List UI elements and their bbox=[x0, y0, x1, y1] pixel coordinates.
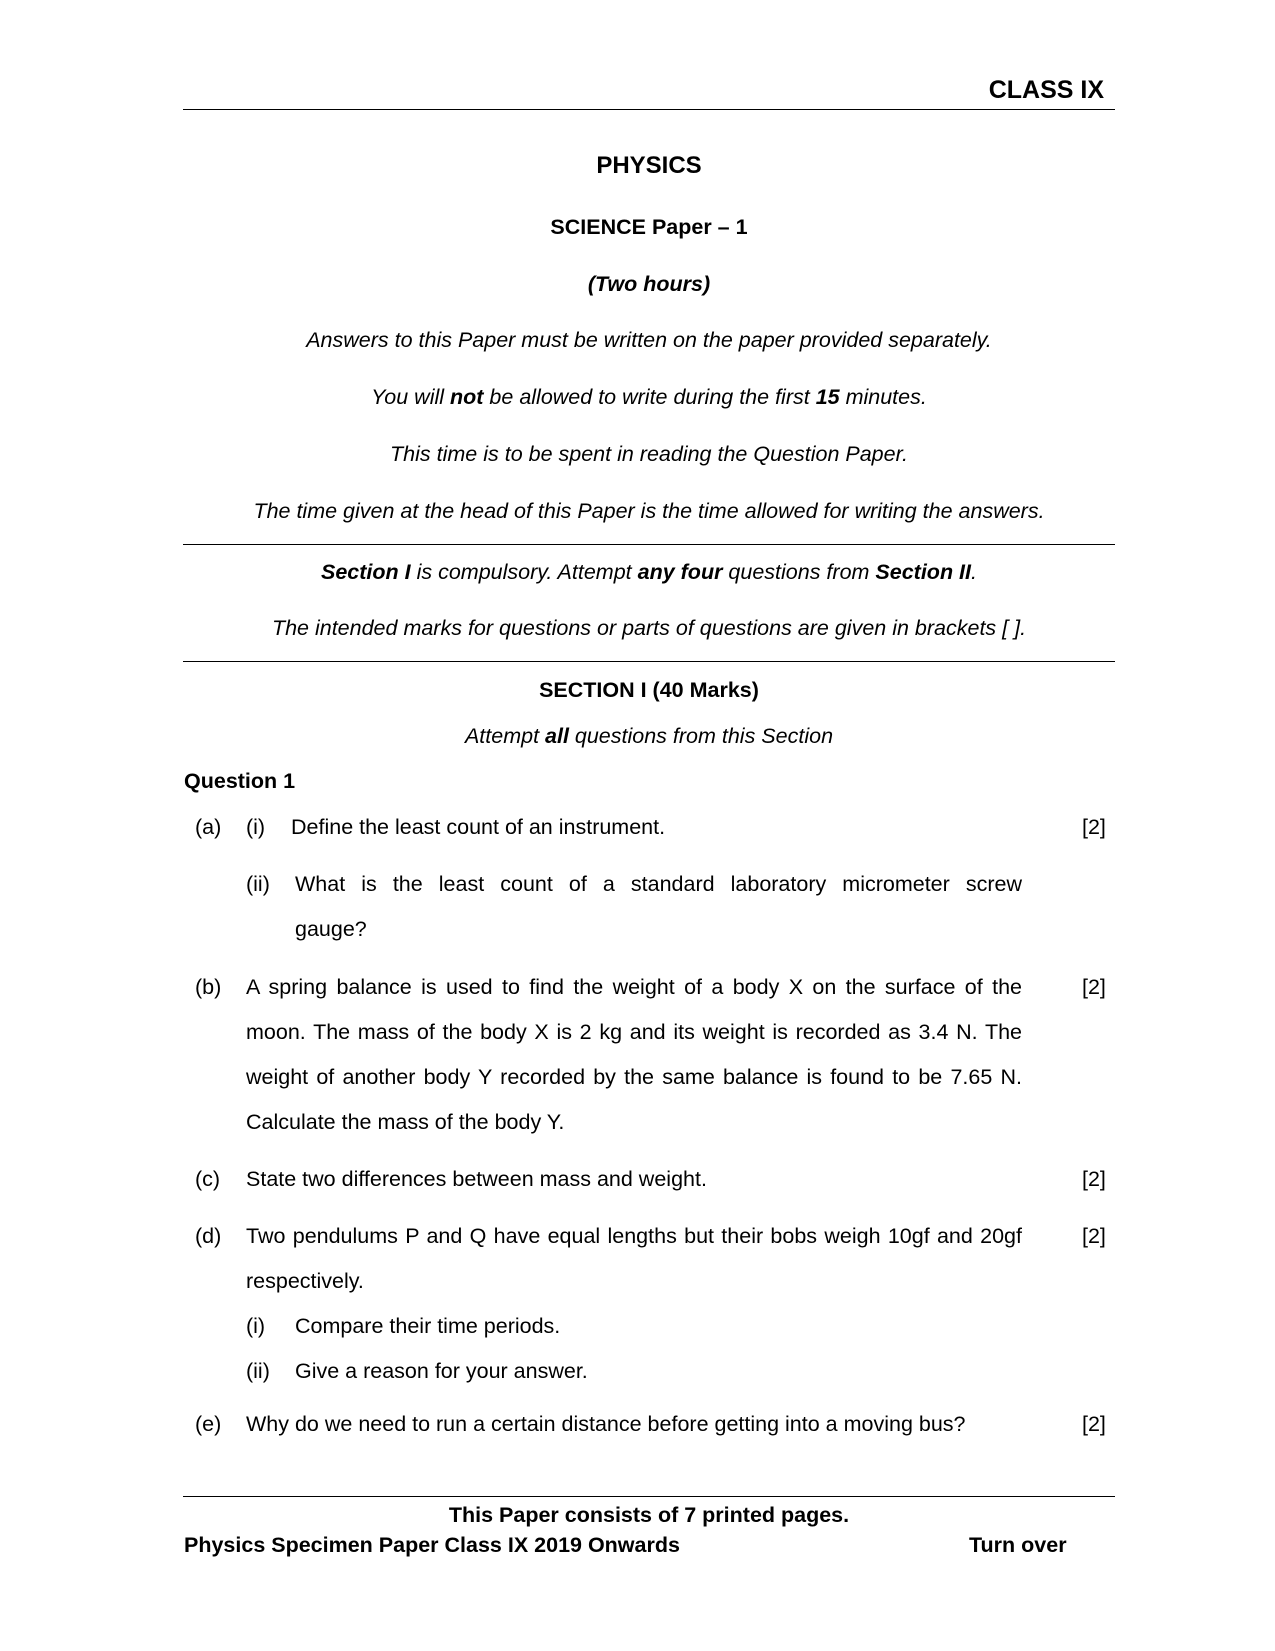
section-title: SECTION I (40 Marks) bbox=[539, 678, 759, 702]
part-d-line-2: respectively. bbox=[246, 1269, 364, 1293]
instructions-rule-bottom bbox=[183, 661, 1115, 662]
part-b-line-3: weight of another body Y recorded by the same balance is found to be 7.65 N. bbox=[246, 1065, 1022, 1089]
part-a-marks: [2] bbox=[1082, 815, 1106, 839]
instruction-line-4: The time given at the head of this Paper is the time allowed for writing the answers. bbox=[253, 499, 1045, 523]
part-b-label: (b) bbox=[195, 975, 222, 999]
part-a-i-label: (i) bbox=[246, 815, 266, 839]
part-b-line-2: moon. The mass of the body X is 2 kg and its weight is recorded as 3.4 N. The bbox=[246, 1020, 1022, 1044]
instruction-line-3: This time is to be spent in reading the Question Paper. bbox=[390, 442, 908, 466]
part-d-i-label: (i) bbox=[246, 1314, 266, 1338]
part-e-label: (e) bbox=[195, 1412, 222, 1436]
part-d-line-1: Two pendulums P and Q have equal lengths but their bobs weigh 10gf and 20gf bbox=[246, 1224, 1022, 1248]
footer-rule bbox=[183, 1496, 1115, 1497]
question-heading: Question 1 bbox=[184, 769, 296, 793]
footer-turn-over: Turn over bbox=[969, 1533, 1067, 1557]
paper-title: SCIENCE Paper – 1 bbox=[550, 215, 748, 239]
part-b-marks: [2] bbox=[1082, 975, 1106, 999]
instructions-rule-top bbox=[183, 544, 1115, 545]
part-d-marks: [2] bbox=[1082, 1224, 1106, 1248]
duration: (Two hours) bbox=[587, 272, 711, 296]
footer-paper-name: Physics Specimen Paper Class IX 2019 Onwards bbox=[184, 1533, 680, 1557]
part-a-ii-line-1: What is the least count of a standard laboratory micrometer screw bbox=[295, 872, 1022, 896]
instruction-line-5: Section I is compulsory. Attempt any four questions from Section II. bbox=[321, 560, 977, 584]
part-c-marks: [2] bbox=[1082, 1167, 1106, 1191]
subject-title: PHYSICS bbox=[596, 152, 702, 179]
class-label: CLASS IX bbox=[988, 76, 1104, 104]
header-rule bbox=[183, 109, 1115, 110]
part-d-label: (d) bbox=[195, 1224, 222, 1248]
footer-pages-note: This Paper consists of 7 printed pages. bbox=[448, 1503, 850, 1527]
part-e-text: Why do we need to run a certain distance before getting into a moving bus? bbox=[246, 1412, 966, 1436]
part-c-text: State two differences between mass and weight. bbox=[246, 1167, 707, 1191]
part-c-label: (c) bbox=[195, 1167, 221, 1191]
instruction-line-1: Answers to this Paper must be written on the paper provided separately. bbox=[306, 328, 992, 352]
part-d-ii-text: Give a reason for your answer. bbox=[295, 1359, 588, 1383]
instruction-line-2: You will not be allowed to write during the first 15 minutes. bbox=[371, 385, 927, 409]
part-b-line-4: Calculate the mass of the body Y. bbox=[246, 1110, 565, 1134]
part-d-ii-label: (ii) bbox=[246, 1359, 270, 1383]
part-b-line-1: A spring balance is used to find the weight of a body X on the surface of the bbox=[246, 975, 1022, 999]
part-a-label: (a) bbox=[195, 815, 222, 839]
part-e-marks: [2] bbox=[1082, 1412, 1106, 1436]
instruction-line-6: The intended marks for questions or parts of questions are given in brackets [ ]. bbox=[271, 616, 1027, 640]
part-d-i-text: Compare their time periods. bbox=[295, 1314, 561, 1338]
part-a-ii-label: (ii) bbox=[246, 872, 270, 896]
part-a-ii-line-2: gauge? bbox=[295, 917, 367, 941]
section-subtitle: Attempt all questions from this Section bbox=[464, 724, 834, 748]
part-a-i-text: Define the least count of an instrument. bbox=[291, 815, 666, 839]
